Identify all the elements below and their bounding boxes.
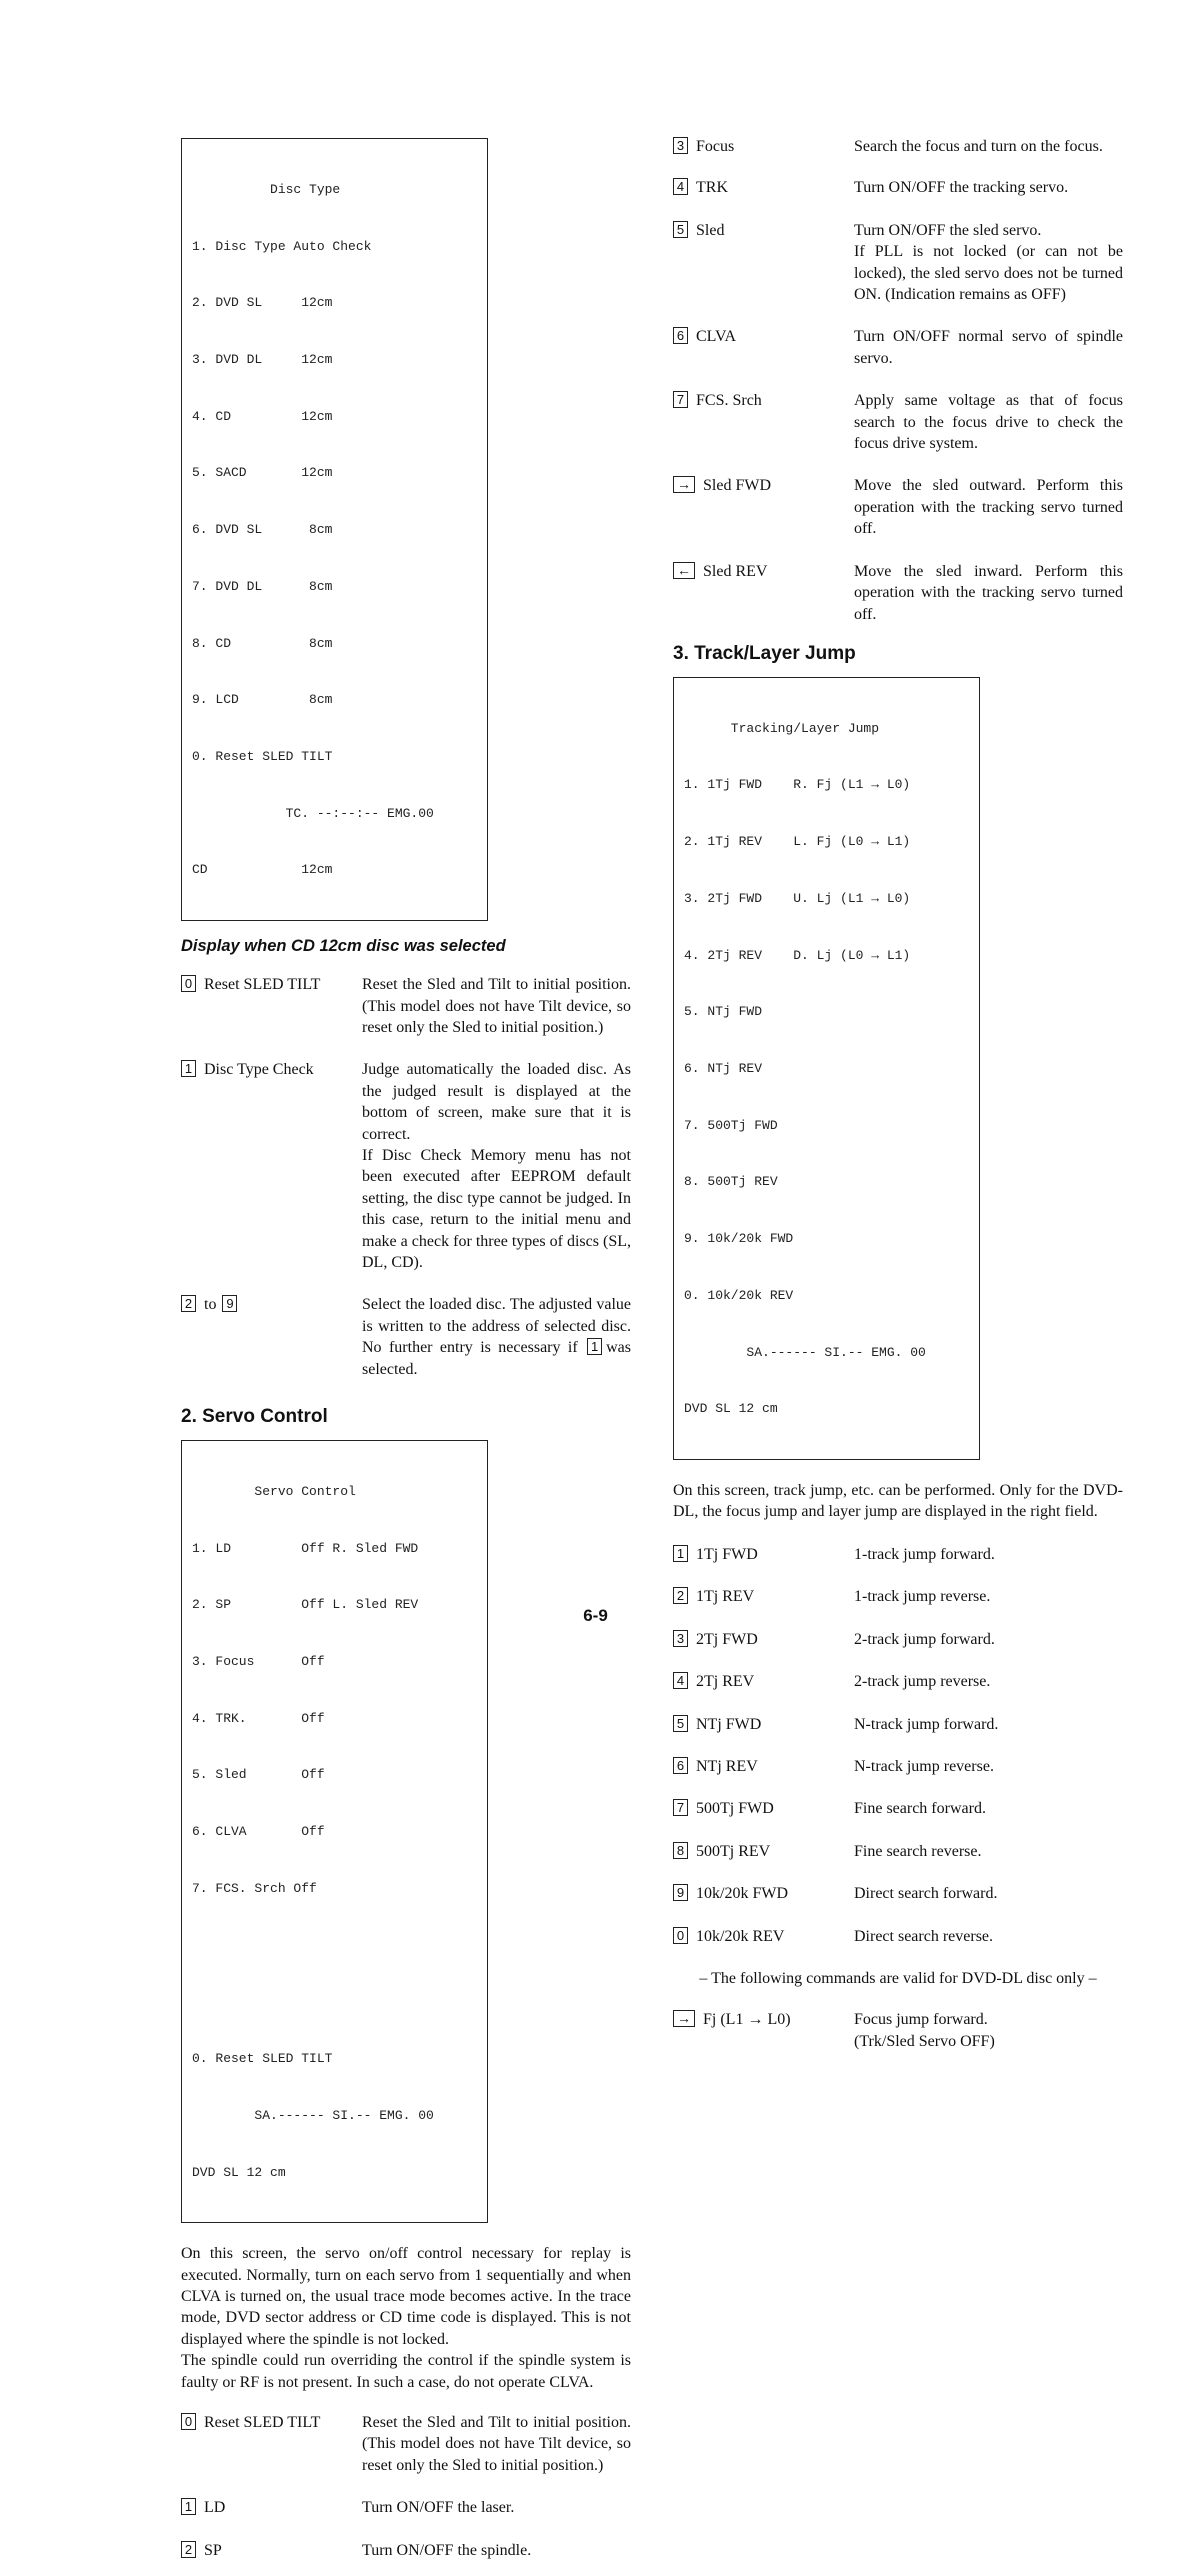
item-label: SP <box>204 2541 222 2559</box>
key-1-icon: 1 <box>587 1338 602 1355</box>
key-0-icon: 0 <box>673 1927 688 1944</box>
item-label: LD <box>204 2499 226 2517</box>
screen-line: 3. Focus Off <box>192 1654 325 1670</box>
screen-line: 0. 10k/20k REV <box>684 1287 794 1303</box>
key-2-icon: 2 <box>181 1295 196 1312</box>
screen-line: 5. SACD 12cm <box>192 465 333 481</box>
item-desc: Reset the Sled and Tilt to initial position.(This model does not have Tilt device, so reset only the Sled to initial position.) <box>362 2414 631 2474</box>
item-label: Sled <box>696 221 725 239</box>
screen-line: 6. NTj REV <box>684 1061 763 1077</box>
item-label: NTj FWD <box>696 1715 762 1733</box>
item-desc: Move the sled inward. Perform this operation with the tracking servo turned off. <box>854 562 1123 623</box>
screen-line: 0. Reset SLED TILT <box>192 749 333 764</box>
servo-item-trk <box>673 177 1123 198</box>
left-column <box>181 138 631 2561</box>
item-label: TRK <box>696 179 728 197</box>
right-arrow-icon: → <box>673 476 695 493</box>
track-description: On this screen, track jump, etc. can be performed. Only for the DVD-DL, the focus jump and layer jump are displayed in the right field. <box>673 1482 1123 1521</box>
item-desc: 2-track jump forward. <box>854 1630 995 1648</box>
screen-line: 3. DVD DL 12cm <box>192 351 333 367</box>
track-layer-jump-screen <box>673 677 980 1460</box>
key-0-icon: 0 <box>181 2413 196 2430</box>
key-3-icon: 3 <box>673 137 688 154</box>
key-5-icon: 5 <box>673 221 688 238</box>
key-1-icon: 1 <box>181 1060 196 1077</box>
page-number: 6-9 <box>583 1606 608 1625</box>
item-label: Fj (L1 → L0) <box>703 2011 791 2029</box>
servo-item-sled-fwd <box>673 475 1123 539</box>
screen-line: 3. 2Tj FWD U. Lj (L1 → L0) <box>684 890 911 906</box>
item-label: 2Tj REV <box>696 1673 755 1691</box>
screen-line: 8. 500Tj REV <box>684 1174 778 1190</box>
item-desc: N-track jump reverse. <box>854 1757 994 1775</box>
servo-item-ld <box>181 2497 631 2518</box>
servo-control-heading: 2. Servo Control <box>181 1406 328 1428</box>
item-label: CLVA <box>696 328 737 346</box>
screen-line <box>192 1937 477 1956</box>
screen-line: 9. 10k/20k FWD <box>684 1231 794 1247</box>
screen-line: 9. LCD 8cm <box>192 692 333 708</box>
key-4-icon: 4 <box>673 1672 688 1689</box>
item-desc: Reset the Sled and Tilt to initial position.(This model does not have Tilt device, so reset only the Sled to initial position.) <box>362 976 631 1036</box>
right-column <box>673 136 1123 2052</box>
key-6-icon: 6 <box>673 1757 688 1774</box>
track-item <box>673 1671 1123 1692</box>
disc-type-caption: Display when CD 12cm disc was selected <box>181 937 506 956</box>
key-2-icon: 2 <box>673 1587 688 1604</box>
track-item <box>673 1798 1123 1819</box>
servo-item-fcs-srch <box>673 390 1123 454</box>
item-desc-2: (Trk/Sled Servo OFF) <box>854 2032 995 2050</box>
item-desc: Apply same voltage as that of focus search to the focus drive to check the focus drive system. <box>854 392 1123 453</box>
key-3-icon: 3 <box>673 1630 688 1647</box>
servo-description: On this screen, the servo on/off control necessary for replay is executed. Normally, turn on each servo from 1 sequentially and when CLVA is turned on, the usual trace mode becomes active. In the trace mode, DVD sector address or CD time code is displayed. This is not displayed where the spindle is not locked. The spindle could run overriding the control if the spindle system is faulty or RF is not present. In such a case, do not operate CLVA. <box>181 2245 631 2391</box>
item-label: FCS. Srch <box>696 392 762 410</box>
item-label: 500Tj FWD <box>696 1800 774 1818</box>
item-label: 500Tj REV <box>696 1842 771 1860</box>
track-item <box>673 1756 1123 1777</box>
item-label: Disc Type Check <box>204 1061 314 1079</box>
key-5-icon: 5 <box>673 1715 688 1732</box>
track-item <box>673 1544 1123 1565</box>
disc-type-item-check <box>181 1059 631 1273</box>
screen-line: 7. 500Tj FWD <box>684 1117 778 1133</box>
screen-line <box>192 1993 477 2012</box>
item-desc: 1-track jump forward. <box>854 1545 995 1563</box>
item-desc: Fine search reverse. <box>854 1842 982 1860</box>
screen-line: TC. --:--:-- EMG.00 <box>192 805 434 821</box>
item-label: 2Tj FWD <box>696 1630 758 1648</box>
screen-line: 4. TRK. Off <box>192 1710 325 1726</box>
screen-line: DVD SL 12 cm <box>192 2164 286 2180</box>
item-desc: Fine search forward. <box>854 1800 986 1818</box>
screen-line: 4. CD 12cm <box>192 408 333 424</box>
item-desc-2: If PLL is not locked (or can not be locked), the sled servo does not be turned ON. (Indication remains as OFF) <box>854 243 1123 304</box>
item-desc: Direct search forward. <box>854 1885 998 1903</box>
screen-line: SA.------ SI.-- EMG. 00 <box>684 1344 926 1360</box>
item-desc: Direct search reverse. <box>854 1927 994 1945</box>
item-label: Focus <box>696 138 735 155</box>
track-item <box>673 1841 1123 1862</box>
item-label: 1Tj FWD <box>696 1545 758 1563</box>
right-arrow-icon: → <box>673 2010 695 2027</box>
key-range-connector: to <box>204 1296 217 1314</box>
dl-only-note: – The following commands are valid for DVD-DL disc only – <box>699 1969 1097 1987</box>
key-7-icon: 7 <box>673 1799 688 1816</box>
screen-line: CD 12cm <box>192 862 333 878</box>
servo-control-screen <box>181 1440 488 2223</box>
servo-item-reset <box>181 2412 631 2476</box>
screen-line: 0. Reset SLED TILT <box>192 2051 333 2067</box>
item-label: 1Tj REV <box>696 1588 755 1606</box>
screen-line: 8. CD 8cm <box>192 635 333 651</box>
item-label: Reset SLED TILT <box>204 976 321 994</box>
servo-item-focus <box>673 136 1123 157</box>
key-9-icon: 9 <box>673 1884 688 1901</box>
key-2-icon: 2 <box>181 2541 196 2558</box>
item-desc: 2-track jump reverse. <box>854 1673 991 1691</box>
disc-type-item-select <box>181 1294 631 1380</box>
screen-line: 2. DVD SL 12cm <box>192 295 333 311</box>
track-item <box>673 1926 1123 1947</box>
screen-line: 2. SP Off L. Sled REV <box>192 1597 419 1613</box>
track-item <box>673 1629 1123 1650</box>
screen-line: 4. 2Tj REV D. Lj (L0 → L1) <box>684 947 911 963</box>
item-label: NTj REV <box>696 1757 758 1775</box>
screen-line: Tracking/Layer Jump <box>684 720 880 736</box>
screen-line: 6. CLVA Off <box>192 1824 325 1840</box>
screen-line: 1. 1Tj FWD R. Fj (L1 → L0) <box>684 777 911 793</box>
item-desc: Turn ON/OFF the sled servo. <box>854 221 1042 239</box>
screen-line: 5. Sled Off <box>192 1767 325 1783</box>
track-item <box>673 1586 1123 1607</box>
item-desc: Select the loaded disc. The adjusted value is written to the address of selected disc. No further entry is necessary if 1 was selected. <box>362 1296 632 1378</box>
item-desc: Turn ON/OFF the laser. <box>362 2499 515 2517</box>
item-desc: Turn ON/OFF normal servo of spindle servo. <box>854 328 1123 367</box>
servo-item-sp <box>181 2540 631 2561</box>
screen-line: Servo Control <box>192 1483 356 1499</box>
item-desc: Move the sled outward. Perform this operation with the tracking servo turned off. <box>854 477 1123 538</box>
item-desc: Turn ON/OFF the tracking servo. <box>854 179 1069 197</box>
item-desc: Search the focus and turn on the focus. <box>854 138 1103 155</box>
screen-line: 7. FCS. Srch Off <box>192 1880 317 1896</box>
key-1-icon: 1 <box>181 2498 196 2515</box>
disc-type-screen <box>181 138 488 921</box>
key-7-icon: 7 <box>673 391 688 408</box>
item-desc: N-track jump forward. <box>854 1715 999 1733</box>
key-4-icon: 4 <box>673 178 688 195</box>
screen-line: 6. DVD SL 8cm <box>192 522 333 538</box>
item-desc: Judge automatically the loaded disc. As the judged result is displayed at the bottom of screen, make sure that it is correct. <box>362 1061 631 1143</box>
servo-item-sled-rev <box>673 561 1123 625</box>
screen-line: Disc Type <box>192 181 341 197</box>
key-6-icon: 6 <box>673 327 688 344</box>
item-desc: Focus jump forward. <box>854 2011 988 2029</box>
disc-type-item-reset <box>181 974 631 1038</box>
item-label: Sled FWD <box>703 477 771 495</box>
screen-line: 2. 1Tj REV L. Fj (L0 → L1) <box>684 834 911 850</box>
key-1-icon: 1 <box>673 1545 688 1562</box>
item-label: Reset SLED TILT <box>204 2414 321 2432</box>
screen-line: DVD SL 12 cm <box>684 1401 778 1417</box>
item-label: 10k/20k REV <box>696 1927 785 1945</box>
dl-item-focus-jump <box>673 2009 1123 2052</box>
key-8-icon: 8 <box>673 1842 688 1859</box>
screen-line: SA.------ SI.-- EMG. 00 <box>192 2107 434 2123</box>
track-item <box>673 1883 1123 1904</box>
key-0-icon: 0 <box>181 975 196 992</box>
screen-line: 1. Disc Type Auto Check <box>192 238 372 254</box>
item-label: 10k/20k FWD <box>696 1885 788 1903</box>
screen-line: 5. NTj FWD <box>684 1004 763 1020</box>
track-layer-jump-heading: 3. Track/Layer Jump <box>673 642 856 664</box>
screen-line: 1. LD Off R. Sled FWD <box>192 1540 419 1556</box>
item-desc-2: If Disc Check Memory menu has not been executed after EEPROM default setting, the disc type cannot be judged. In this case, return to the initial menu and make a check for three types of discs (SL, DL, CD). <box>362 1147 631 1272</box>
servo-item-clva <box>673 326 1123 369</box>
item-desc: Turn ON/OFF the spindle. <box>362 2541 532 2559</box>
track-item <box>673 1714 1123 1735</box>
servo-item-sled <box>673 220 1123 306</box>
key-9-icon: 9 <box>222 1295 237 1312</box>
screen-line: 7. DVD DL 8cm <box>192 578 333 594</box>
left-arrow-icon: ← <box>673 562 695 579</box>
item-label: Sled REV <box>703 562 768 580</box>
item-desc: 1-track jump reverse. <box>854 1588 991 1606</box>
